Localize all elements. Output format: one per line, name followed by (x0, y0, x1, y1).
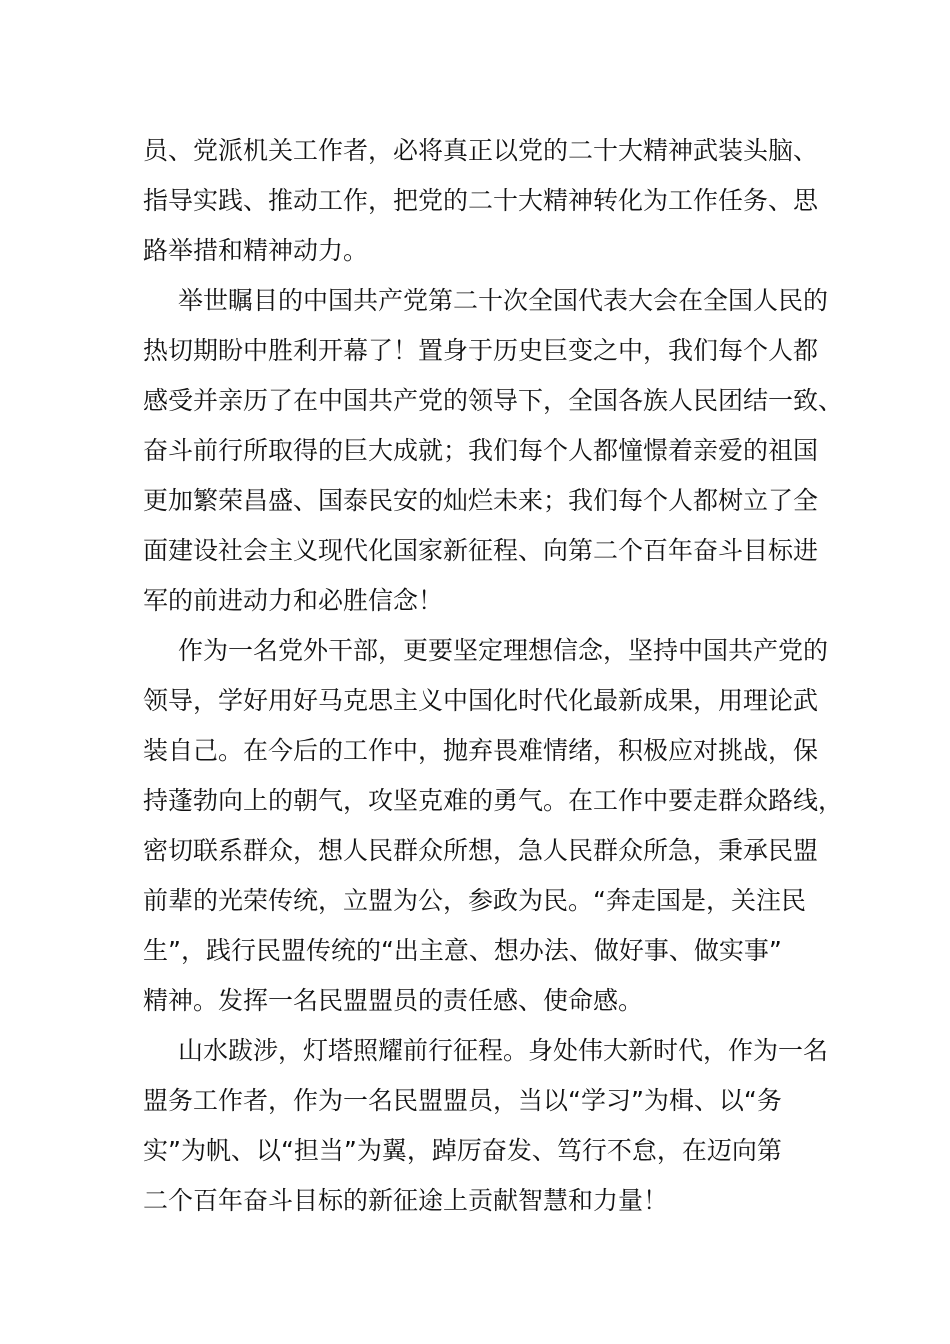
text-line: 举世瞩目的中国共产党第二十次全国代表大会在全国人民的 (178, 286, 829, 315)
text-line: 路举措和精神动力。 (143, 236, 369, 265)
paragraph-3 (143, 626, 844, 1026)
text-line: 作为一名党外干部，更要坚定理想信念，坚持中国共产党的 (178, 636, 829, 665)
text-line: 军的前进动力和必胜信念！ (143, 586, 444, 615)
text-line: 热切期盼中胜利开幕了！置身于历史巨变之中，我们每个人都 (143, 336, 819, 365)
text-line: 盟务工作者，作为一名民盟盟员，当以“学习”为楫、以“务 (143, 1086, 782, 1115)
text-line: 面建设社会主义现代化国家新征程、向第二个百年奋斗目标进 (143, 536, 819, 565)
text-line: 持蓬勃向上的朝气，攻坚克难的勇气。在工作中要走群众路线， (143, 786, 844, 815)
text-line: 指导实践、推动工作，把党的二十大精神转化为工作任务、思 (143, 186, 819, 215)
text-line: 感受并亲历了在中国共产党的领导下，全国各族人民团结一致、 (143, 386, 844, 415)
text-line: 领导，学好用好马克思主义中国化时代化最新成果，用理论武 (143, 686, 819, 715)
text-line: 前辈的光荣传统，立盟为公，参政为民。“奔走国是，关注民 (143, 886, 806, 915)
paragraph-2 (143, 276, 844, 626)
paragraph-1 (143, 126, 819, 276)
text-line: 山水跋涉，灯塔照耀前行征程。身处伟大新时代，作为一名 (178, 1036, 829, 1065)
text-line: 奋斗前行所取得的巨大成就；我们每个人都憧憬着亲爱的祖国 (143, 436, 819, 465)
text-line: 生”，践行民盟传统的“出主意、想办法、做好事、做实事” (143, 936, 782, 965)
text-line: 二个百年奋斗目标的新征途上贡献智慧和力量！ (143, 1186, 669, 1215)
document-body (143, 126, 844, 1226)
text-line: 精神。发挥一名民盟盟员的责任感、使命感。 (143, 986, 644, 1015)
paragraph-4 (143, 1026, 829, 1226)
text-line: 实”为帆、以“担当”为翼，踔厉奋发、笃行不怠，在迈向第 (143, 1136, 782, 1165)
text-line: 装自己。在今后的工作中，抛弃畏难情绪，积极应对挑战，保 (143, 736, 819, 765)
text-line: 更加繁荣昌盛、国泰民安的灿烂未来；我们每个人都树立了全 (143, 486, 819, 515)
text-line: 密切联系群众，想人民群众所想，急人民群众所急，秉承民盟 (143, 836, 819, 865)
text-line: 员、党派机关工作者，必将真正以党的二十大精神武装头脑、 (143, 136, 819, 165)
